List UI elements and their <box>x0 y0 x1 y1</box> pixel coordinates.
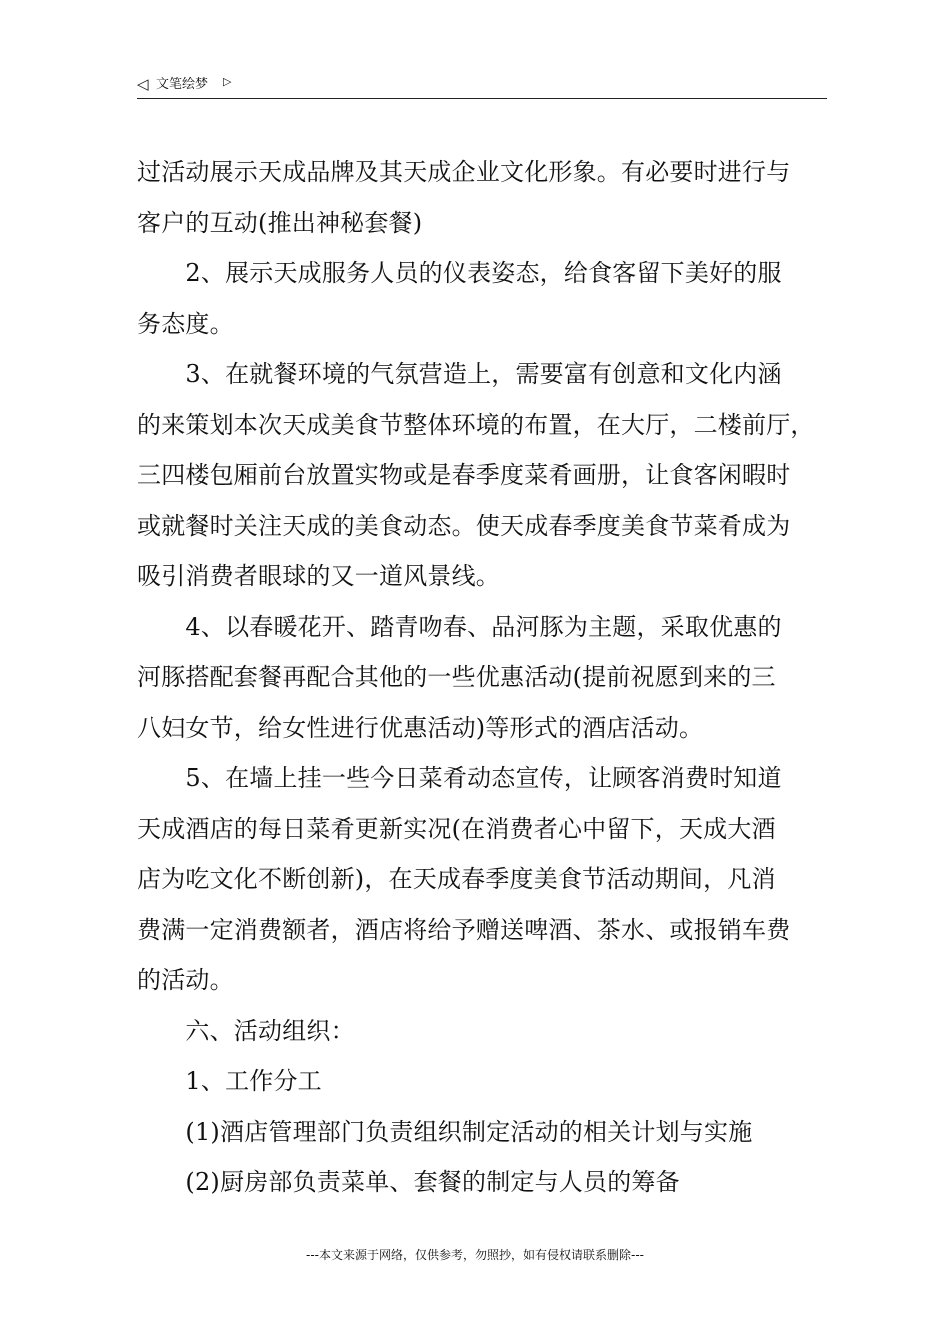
text-line: 河豚搭配套餐再配合其他的一些优惠活动(提前祝愿到来的三 <box>137 663 776 691</box>
text-line: 三四楼包厢前台放置实物或是春季度菜肴画册，让食客闲暇时 <box>137 461 791 489</box>
text-line: 3、在就餐环境的气氛营造上，需要富有创意和文化内涵 <box>137 360 782 388</box>
text-line: 六、活动组织： <box>137 1016 355 1045</box>
text-line: 或就餐时关注天成的美食动态。使天成春季度美食节菜肴成为 <box>137 511 791 540</box>
text-line: 过活动展示天成品牌及其天成企业文化形象。有必要时进行与 <box>137 158 791 186</box>
text-line: 1、工作分工 <box>137 1067 322 1095</box>
text-line: 2、展示天成服务人员的仪表姿态，给食客留下美好的服 <box>137 259 782 287</box>
text-line: 八妇女节，给女性进行优惠活动)等形式的酒店活动。 <box>137 713 704 742</box>
text-line: 客户的互动(推出神秘套餐) <box>137 208 423 237</box>
page-footer: ---本文来源于网络，仅供参考，勿照抄，如有侵权请联系删除--- <box>306 1248 644 1262</box>
text-line: 5、在墙上挂一些今日菜肴动态宣传，让顾客消费时知道 <box>137 764 782 792</box>
text-line: 4、以春暖花开、踏青吻春、品河豚为主题，采取优惠的 <box>137 612 782 641</box>
document-body <box>137 152 832 1213</box>
right-triangle-icon: ▷ <box>223 75 232 88</box>
text-line: (1)酒店管理部门负责组织制定活动的相关计划与实施 <box>137 1117 753 1146</box>
text-line: 费满一定消费额者，酒店将给予赠送啤酒、茶水、或报销车费 <box>137 915 791 944</box>
page-header <box>137 72 827 99</box>
text-line: 店为吃文化不断创新)，在天成春季度美食节活动期间，凡消 <box>137 865 776 893</box>
left-triangle-icon: ◁ <box>137 75 149 93</box>
text-line: 的活动。 <box>137 966 234 994</box>
header-title: 文笔绘梦 <box>156 77 209 92</box>
text-line: 的来策划本次天成美食节整体环境的布置，在大厅，二楼前厅， <box>137 410 815 439</box>
text-line: 务态度。 <box>137 309 234 338</box>
text-line: (2)厨房部负责菜单、套餐的制定与人员的筹备 <box>137 1168 680 1196</box>
text-line: 天成酒店的每日菜肴更新实况(在消费者心中留下，天成大酒 <box>137 814 776 843</box>
text-line: 吸引消费者眼球的又一道风景线。 <box>137 562 500 590</box>
